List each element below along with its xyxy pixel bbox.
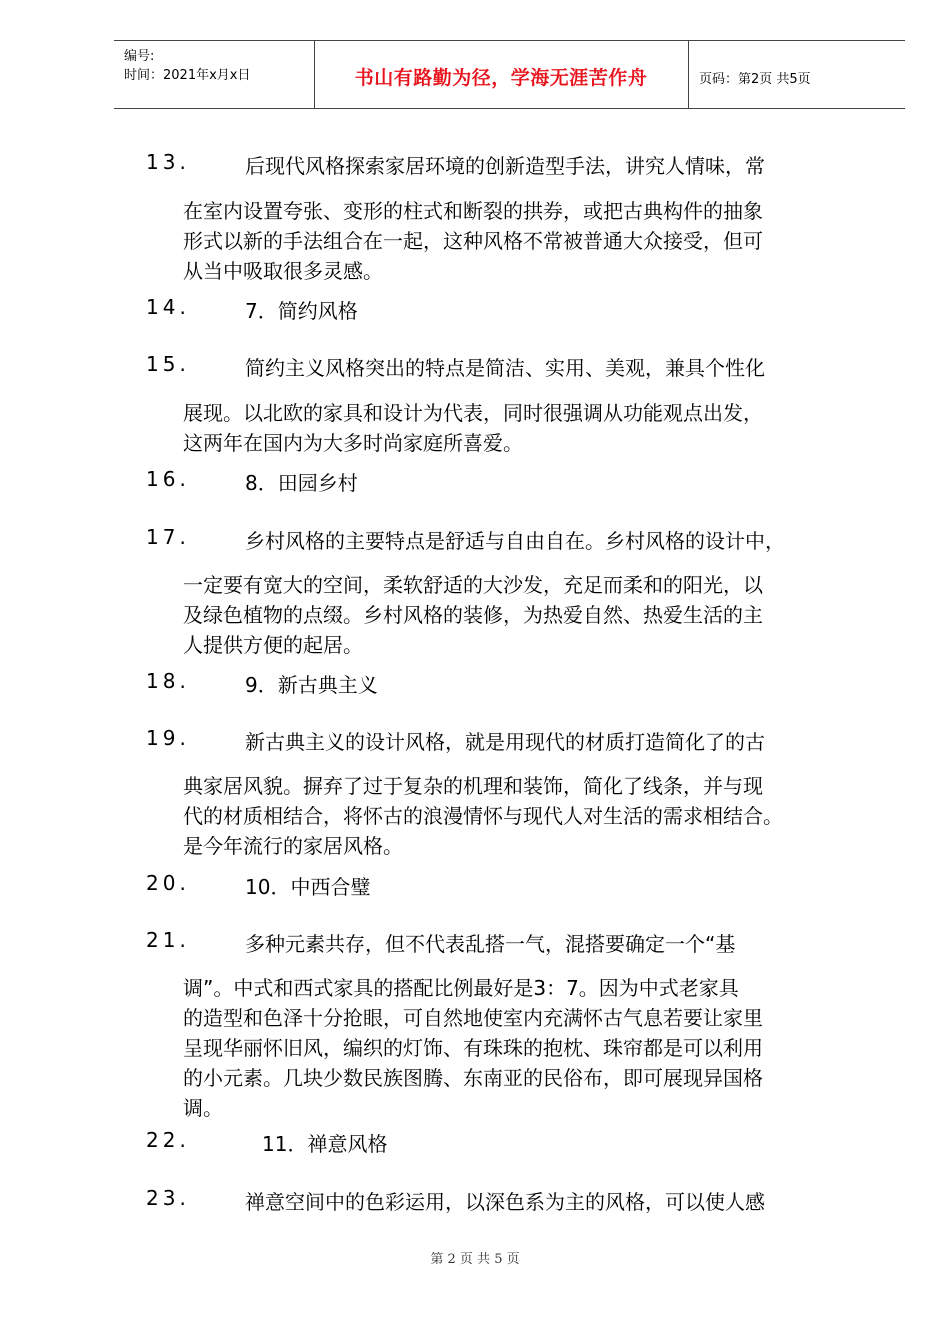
- section-heading: 10．中西合璧: [245, 875, 371, 899]
- section-heading: 8．田园乡村: [245, 471, 358, 495]
- item-number: 16.: [146, 467, 190, 491]
- paragraph-first-line: 多种元素共存，但不代表乱搭一气，混搭要确定一个“基: [245, 932, 736, 956]
- paragraph-line: 及绿色植物的点缀。乡村风格的装修，为热爱自然、热爱生活的主: [183, 603, 763, 627]
- page-footer: 第 2 页 共 5 页: [430, 1252, 520, 1267]
- header-motto: 书山有路勤为径，学海无涯苦作舟: [354, 67, 648, 89]
- paragraph-line: 调。: [183, 1096, 223, 1120]
- paragraph-first-line: 乡村风格的主要特点是舒适与自由自在。乡村风格的设计中，: [245, 529, 785, 553]
- paragraph-line: 呈现华丽怀旧风，编织的灯饰、有珠珠的抱枕、珠帘都是可以利用: [183, 1036, 763, 1060]
- item-number: 20.: [146, 871, 190, 895]
- header-page-label: 页码：第2页 共5页: [699, 72, 811, 87]
- item-number: 23.: [146, 1186, 190, 1210]
- item-number: 18.: [146, 669, 190, 693]
- section-heading: 11．禅意风格: [262, 1132, 388, 1156]
- header-motto-cell: [314, 41, 689, 108]
- item-number: 19.: [146, 726, 190, 750]
- paragraph-line: 的小元素。几块少数民族图腾、东南亚的民俗布，即可展现异国格: [183, 1066, 763, 1090]
- paragraph-line: 是今年流行的家居风格。: [183, 834, 403, 858]
- item-number: 17.: [146, 525, 190, 549]
- paragraph-line: 展现。以北欧的家具和设计为代表，同时很强调从功能观点出发，: [183, 401, 763, 425]
- section-heading: 9．新古典主义: [245, 673, 378, 697]
- paragraph-line: 从当中吸取很多灵感。: [183, 259, 383, 283]
- paragraph-line: 代的材质相结合，将怀古的浪漫情怀与现代人对生活的需求相结合。: [183, 804, 783, 828]
- item-number: 22.: [146, 1128, 190, 1152]
- item-number: 14.: [146, 295, 190, 319]
- header-page-cell: [689, 41, 905, 108]
- paragraph-line: 典家居风貌。摒弃了过于复杂的机理和装饰，简化了线条，并与现: [183, 774, 763, 798]
- section-heading: 7．简约风格: [245, 299, 358, 323]
- paragraph-line: 形式以新的手法组合在一起，这种风格不常被普通大众接受，但可: [183, 229, 763, 253]
- paragraph-line: 在室内设置夸张、变形的柱式和断裂的拱券，或把古典构件的抽象: [183, 199, 763, 223]
- document-number-label: 编号:: [124, 49, 155, 64]
- paragraph-line: 一定要有宽大的空间，柔软舒适的大沙发，充足而柔和的阳光，以: [183, 573, 763, 597]
- paragraph-line: 人提供方便的起居。: [183, 633, 363, 657]
- paragraph-line: 的造型和色泽十分抢眼，可自然地使室内充满怀古气息若要让家里: [183, 1006, 763, 1030]
- paragraph-line: 这两年在国内为大多时尚家庭所喜爱。: [183, 431, 523, 455]
- section-heading: 禅意空间中的色彩运用，以深色系为主的风格，可以使人感: [245, 1190, 765, 1214]
- paragraph-first-line: 后现代风格探索家居环境的创新造型手法，讲究人情味，常: [245, 154, 765, 178]
- item-number: 15.: [146, 352, 190, 376]
- paragraph-first-line: 新古典主义的设计风格，就是用现代的材质打造简化了的古: [245, 730, 765, 754]
- document-time-label: 时间：2021年x月x日: [124, 68, 251, 83]
- item-number: 21.: [146, 928, 190, 952]
- page-header: [114, 40, 905, 109]
- paragraph-first-line: 简约主义风格突出的特点是简洁、实用、美观，兼具个性化: [245, 356, 765, 380]
- item-number: 13.: [146, 150, 190, 174]
- header-meta-cell: [114, 41, 315, 108]
- paragraph-line: 调”。中式和西式家具的搭配比例最好是3：7。因为中式老家具: [183, 976, 739, 1000]
